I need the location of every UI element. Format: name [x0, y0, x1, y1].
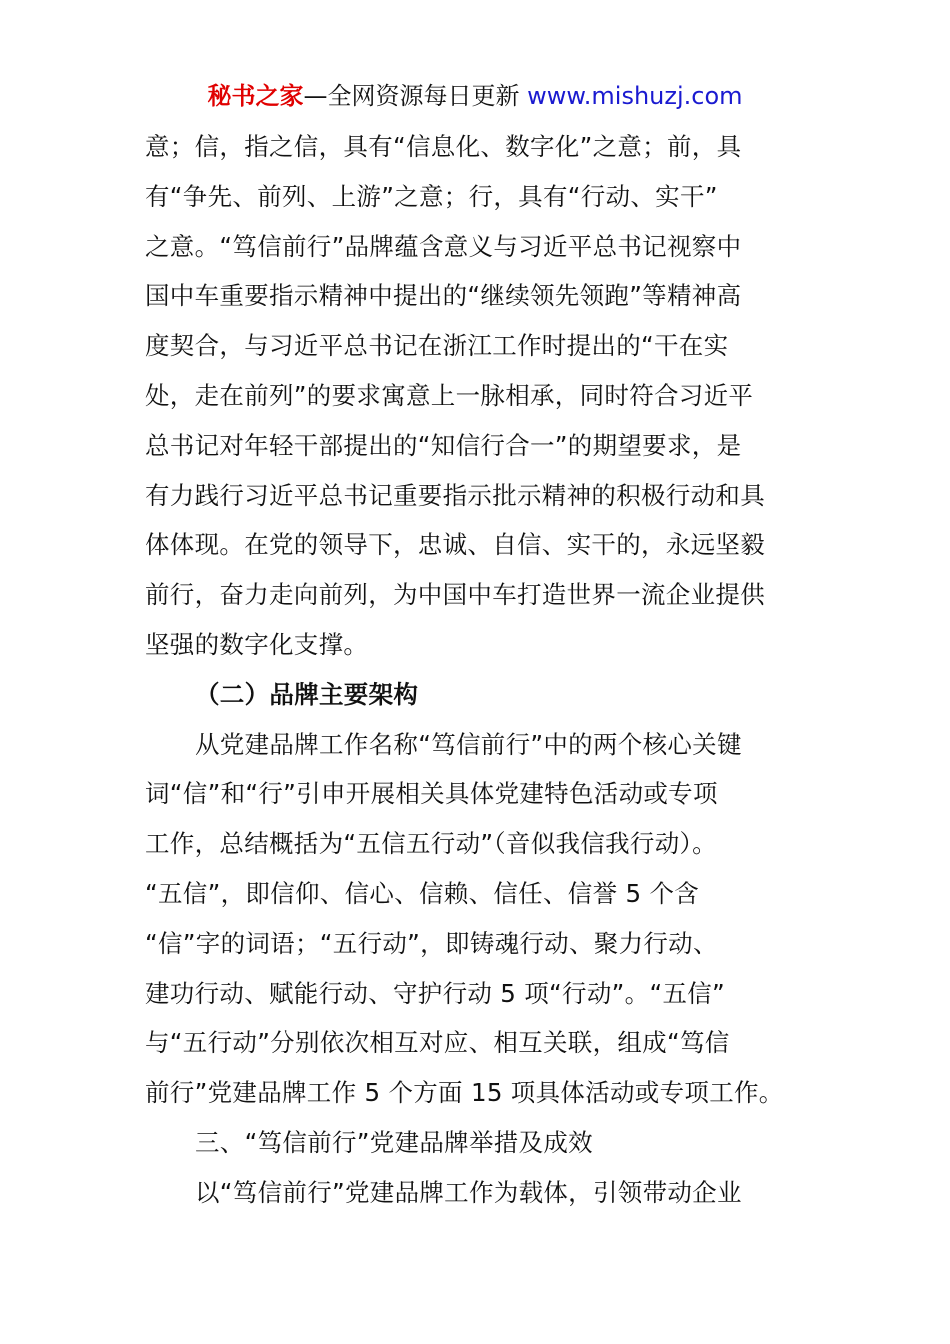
text-line: 之意。“笃信前行”品牌蕴含意义与习近平总书记视察中 — [145, 231, 742, 261]
text-line: 处，走在前列”的要求寓意上一脉相承，同时符合习近平 — [145, 380, 754, 410]
text-line: 有“争先、前列、上游”之意；行，具有“行动、实干” — [145, 181, 718, 211]
text-line: 前行”党建品牌工作 5 个方面 15 项具体活动或专项工作。 — [145, 1078, 784, 1108]
text-line: 建功行动、赋能行动、守护行动 5 项“行动”。“五信” — [145, 978, 726, 1008]
site-slogan: —全网资源每日更新 — [303, 82, 520, 110]
section-heading: （二）品牌主要架构 — [195, 679, 419, 709]
document-body — [145, 122, 810, 1218]
text-line: 国中车重要指示精神中提出的“继续领先领跑”等精神高 — [145, 281, 742, 311]
paragraph-first-line: 以“笃信前行”党建品牌工作为载体，引领带动企业 — [195, 1177, 742, 1207]
text-line: 度契合，与习近平总书记在浙江工作时提出的“干在实 — [145, 331, 729, 361]
site-url-link[interactable]: www.mishuzj.com — [527, 82, 743, 110]
text-line: “信”字的词语；“五行动”，即铸魂行动、聚力行动、 — [145, 928, 718, 958]
text-line: 体体现。在党的领导下，忠诚、自信、实干的，永远坚毅 — [145, 530, 765, 560]
text-line: 有力践行习近平总书记重要指示批示精神的积极行动和具 — [145, 480, 765, 510]
text-line: 总书记对年轻干部提出的“知信行合一”的期望要求，是 — [145, 430, 742, 460]
site-header — [0, 80, 950, 112]
text-line: 前行，奋力走向前列，为中国中车打造世界一流企业提供 — [145, 580, 765, 610]
text-line: 词“信”和“行”引申开展相关具体党建特色活动或专项 — [145, 779, 718, 809]
text-line: 与“五行动”分别依次相互对应、相互关联，组成“笃信 — [145, 1028, 730, 1058]
paragraph-first-line: 从党建品牌工作名称“笃信前行”中的两个核心关键 — [195, 729, 742, 759]
text-line: “五信”，即信仰、信心、信赖、信任、信誉 5 个含 — [145, 878, 700, 908]
text-line: 工作，总结概括为“五信五行动”（音似我信我行动）。 — [145, 829, 717, 859]
site-brand: 秘书之家 — [207, 82, 304, 110]
text-line: 坚强的数字化支撑。 — [145, 629, 369, 659]
text-line: 意；信，指之信，具有“信息化、数字化”之意；前，具 — [145, 132, 742, 161]
section-heading: 三、“笃信前行”党建品牌举措及成效 — [195, 1127, 593, 1157]
